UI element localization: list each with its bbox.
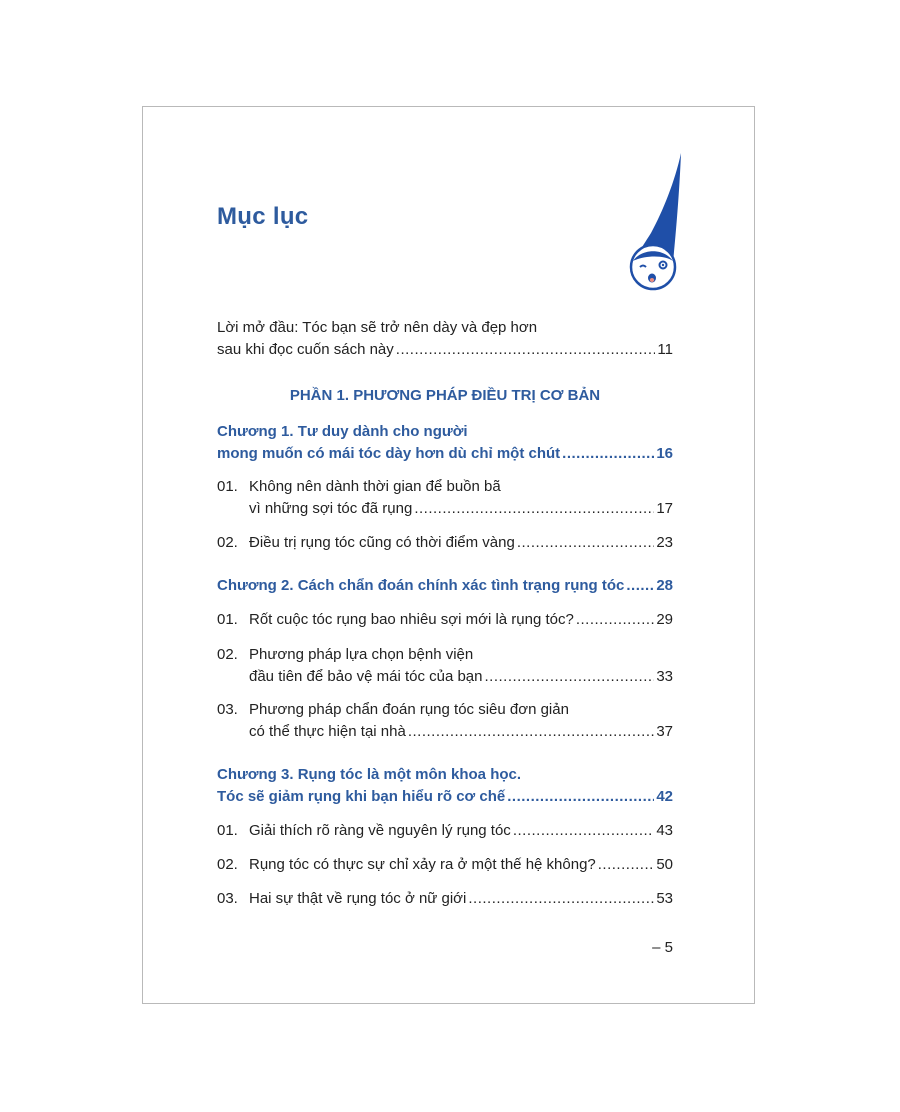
- item-line1: Phương pháp lựa chọn bệnh viện: [249, 646, 474, 663]
- item-line1: Không nên dành thời gian để buồn bã: [249, 478, 501, 495]
- item-number: 02.: [217, 856, 238, 873]
- item-line1: Rụng tóc có thực sự chỉ xảy ra ở một thế hệ không?: [249, 856, 596, 873]
- toc-item-3-1[interactable]: [217, 820, 673, 842]
- item-page: 33: [656, 668, 673, 685]
- toc-item-3-2[interactable]: [217, 854, 673, 876]
- item-line1: Hai sự thật về rụng tóc ở nữ giới: [249, 890, 467, 907]
- chapter-1-line1: Chương 1. Tư duy dành cho người: [217, 423, 468, 440]
- toc-chapter-3[interactable]: [217, 764, 673, 808]
- item-line1: Phương pháp chẩn đoán rụng tóc siêu đơn giản: [249, 701, 569, 718]
- toc-chapter-1[interactable]: [217, 421, 673, 465]
- item-page: 50: [656, 856, 673, 873]
- intro-page: 11: [657, 341, 673, 358]
- item-page: 23: [656, 534, 673, 551]
- item-page: 29: [656, 611, 673, 628]
- dot-leader: [513, 820, 655, 842]
- item-page: 43: [656, 822, 673, 839]
- dot-leader: [408, 721, 655, 743]
- dot-leader: [517, 532, 655, 554]
- dot-leader: [626, 575, 654, 597]
- dot-leader: [507, 786, 654, 808]
- chapter-3-line1: Chương 3. Rụng tóc là một môn khoa học.: [217, 766, 522, 783]
- dot-leader: [396, 339, 656, 361]
- chapter-1-line2: mong muốn có mái tóc dày hơn dù chỉ một chút: [217, 445, 561, 462]
- chapter-1-page: 16: [656, 445, 673, 462]
- toc-item-2-3[interactable]: [217, 699, 673, 743]
- item-number: 01.: [217, 611, 238, 628]
- item-number: 03.: [217, 701, 238, 718]
- chapter-2-page: 28: [656, 577, 673, 594]
- toc-chapter-2[interactable]: [217, 575, 673, 597]
- intro-line2: sau khi đọc cuốn sách này: [217, 341, 394, 358]
- item-number: 01.: [217, 822, 238, 839]
- item-page: 37: [656, 723, 673, 740]
- page-number: – 5: [652, 939, 673, 956]
- dot-leader: [468, 888, 654, 910]
- item-line2: có thể thực hiện tại nhà: [249, 723, 406, 740]
- chapter-2-line1: Chương 2. Cách chẩn đoán chính xác tình trạng rụng tóc: [217, 577, 625, 594]
- item-line2: đầu tiên để bảo vệ mái tóc của bạn: [249, 668, 483, 685]
- item-line1: Điều trị rụng tóc cũng có thời điểm vàng: [249, 534, 515, 551]
- item-number: 02.: [217, 534, 238, 551]
- item-line1: Rốt cuộc tóc rụng bao nhiêu sợi mới là rụng tóc?: [249, 611, 574, 628]
- dot-leader: [485, 666, 655, 688]
- toc-item-1-2[interactable]: [217, 532, 673, 554]
- item-number: 02.: [217, 646, 238, 663]
- part-heading: PHẦN 1. PHƯƠNG PHÁP ĐIỀU TRỊ CƠ BẢN: [289, 387, 601, 404]
- item-page: 17: [656, 500, 673, 517]
- toc-item-2-1[interactable]: [217, 609, 673, 631]
- toc-item-1-1[interactable]: [217, 476, 673, 520]
- toc-item-3-3[interactable]: [217, 888, 673, 910]
- item-line1: Giải thích rõ ràng về nguyên lý rụng tóc: [249, 822, 511, 839]
- toc-entry-intro[interactable]: [217, 317, 673, 361]
- toc-item-2-2[interactable]: [217, 644, 673, 688]
- toc-title: Mục lục: [217, 203, 309, 230]
- chapter-3-page: 42: [656, 788, 673, 805]
- item-page: 53: [656, 890, 673, 907]
- dot-leader: [562, 443, 654, 465]
- hair-drop-mascot-icon: [623, 151, 683, 291]
- dot-leader: [576, 609, 654, 631]
- intro-line1: Lời mở đầu: Tóc bạn sẽ trở nên dày và đẹp hơn: [217, 319, 538, 336]
- book-page: [142, 106, 755, 1004]
- item-line2: vì những sợi tóc đã rụng: [249, 500, 413, 517]
- item-number: 01.: [217, 478, 238, 495]
- dot-leader: [598, 854, 655, 876]
- dot-leader: [414, 498, 654, 520]
- chapter-3-line2: Tóc sẽ giảm rụng khi bạn hiểu rõ cơ chế: [217, 788, 506, 805]
- item-number: 03.: [217, 890, 238, 907]
